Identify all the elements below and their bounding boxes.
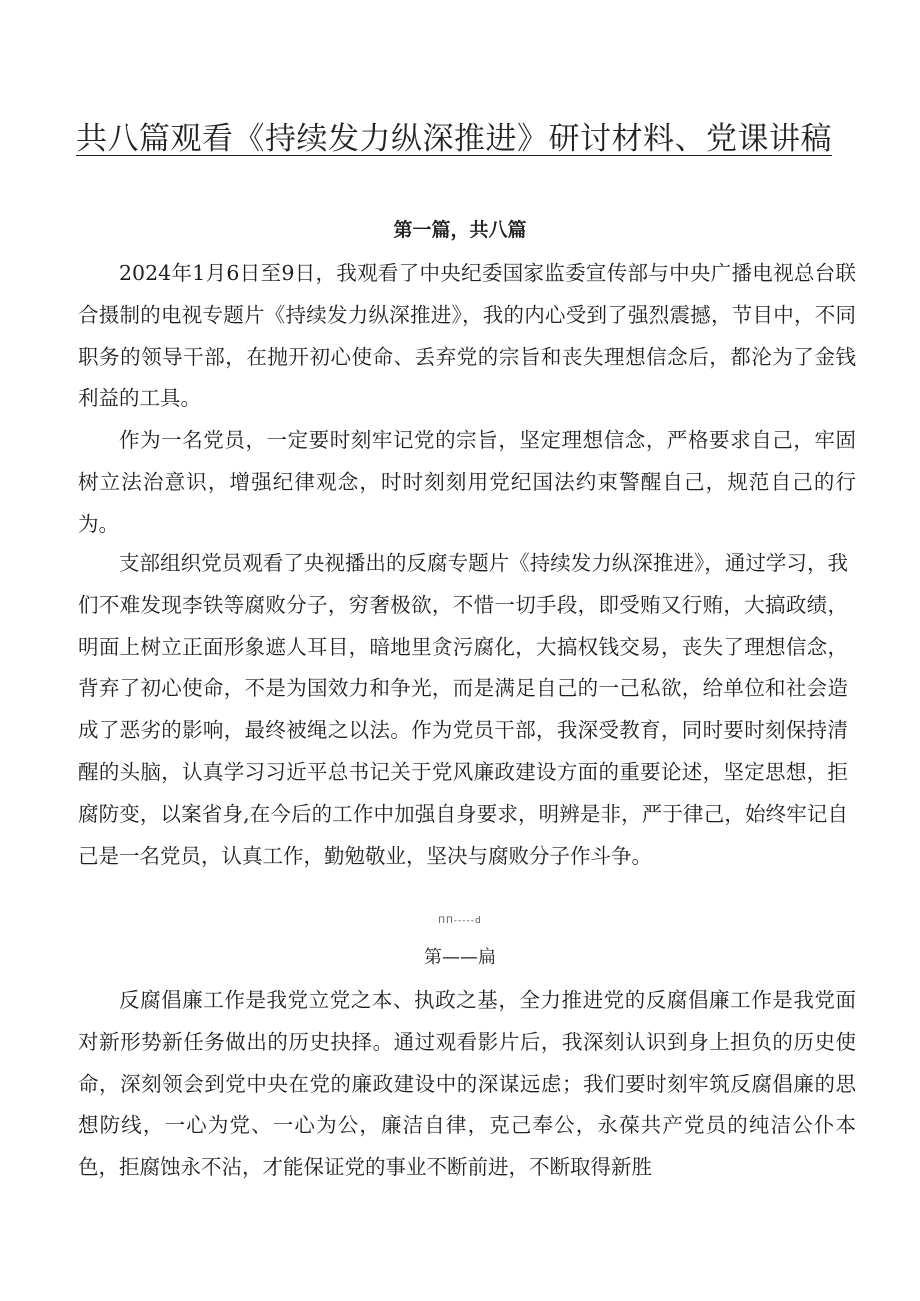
section-1-paragraph-3: 支部组织党员观看了央视播出的反腐专题片《持续发力纵深推进》，通过学习，我们不难发现李铁等腐败分子，穷奢极欲，不惜一切手段，即受贿又行贿，大搞政绩，明面上树立正面形象遮人耳目，暗地里贪污腐化，大搞权钱交易，丧失了理想信念，背弃了初心使命，不是为国效力和争光，而是满足自己的一己私欲，给单位和社会造成了恶劣的影响，最终被绳之以法。作为党员干部，我深受教育，同时要时刻保持清醒的头脑，认真学习习近平总书记关于党风廉政建设方面的重要论述，坚定思想，拒腐防变，以案省身,在今后的工作中加强自身要求，明辨是非，严于律己，始终牢记自己是一名党员，认真工作，勤勉敬业，坚决与腐败分子作斗争。 bbox=[78, 551, 848, 868]
section-2-heading: 第——扁 bbox=[424, 947, 496, 968]
document-title: 共八篇观看《持续发力纵深推进》研讨材料、党课讲稿 bbox=[76, 121, 832, 157]
section-1-paragraph-2: 作为一名党员，一定要时刻牢记党的宗旨，坚定理想信念，严格要求自己，牢固树立法治意识，增强纪律观念，时时刻刻用党纪国法约束警醒自己，规范自己的行为。 bbox=[78, 428, 856, 536]
section-1-heading: 第一篇，共八篇 bbox=[393, 219, 527, 241]
section-2-paragraph-1: 反腐倡廉工作是我党立党之本、执政之基，全力推进党的反腐倡廉工作是我党面对新形势新任务做出的历史抉择。通过观看影片后，我深刻认识到身上担负的历史使命，深刻领会到党中央在党的廉政建设中的深谋远虑；我们要时刻牢筑反腐倡廉的思想防线，一心为党、一心为公，廉洁自律，克己奉公，永葆共产党员的纯洁公仆本色，拒腐蚀永不沾，才能保证党的事业不断前进，不断取得新胜 bbox=[78, 988, 856, 1180]
section-divider: ΠΠ-----d bbox=[438, 916, 482, 926]
section-1-paragraph-1: 2024年1月6日至9日，我观看了中央纪委国家监委宣传部与中央广播电视总台联合摄制的电视专题片《持续发力纵深推进》，我的内心受到了强烈震撼，节目中，不同职务的领导干部，在抛开初心使命、丢弃党的宗旨和丧失理想信念后，都沦为了金钱利益的工具。 bbox=[78, 261, 856, 411]
